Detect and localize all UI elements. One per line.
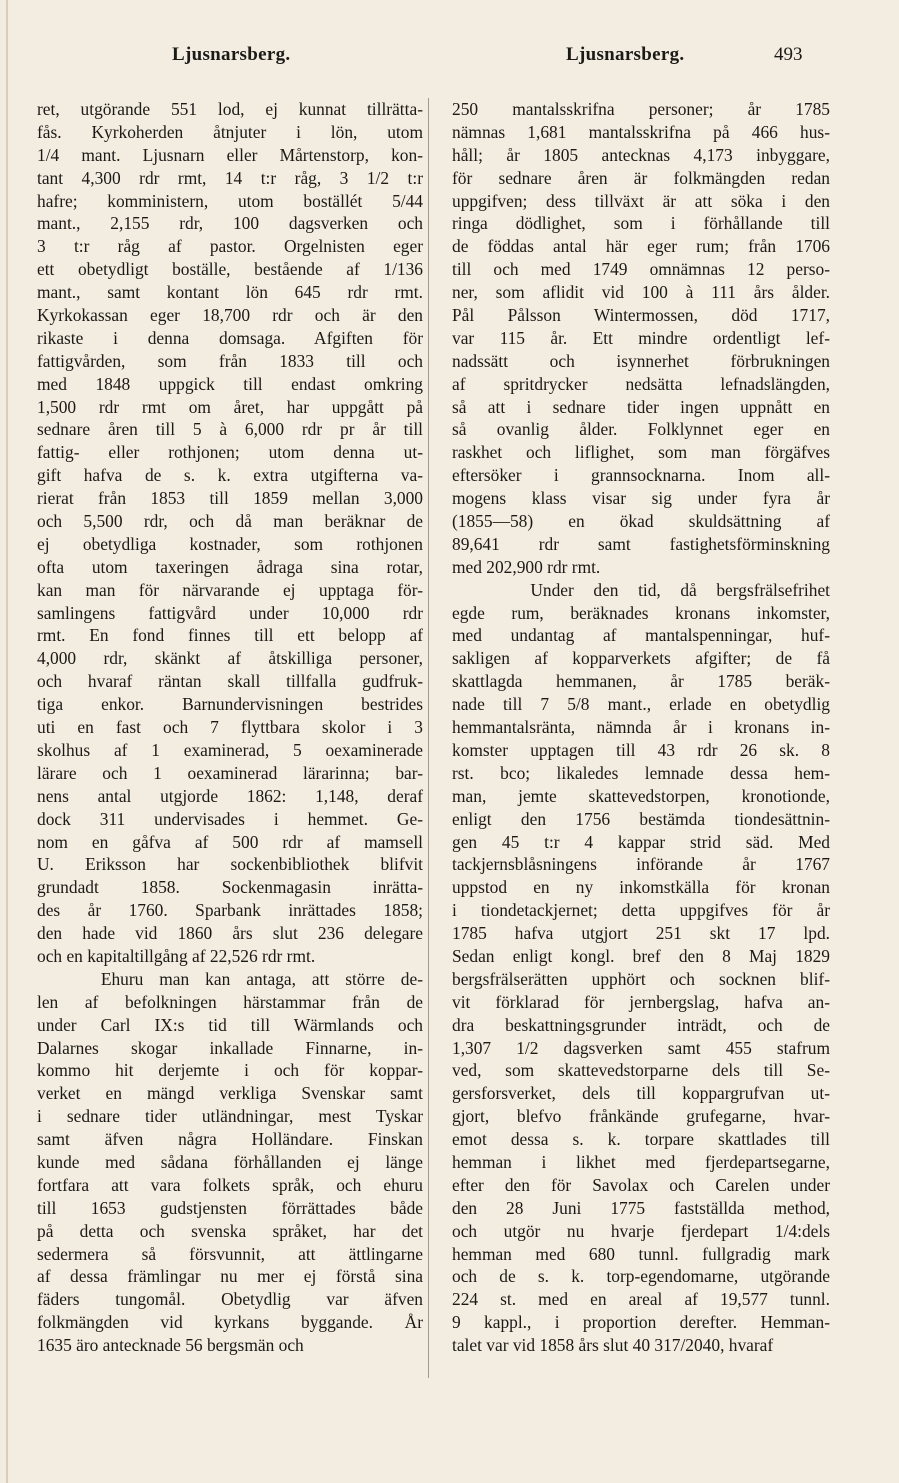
text-line: till 1653 gudstjensten förrättades både bbox=[37, 1197, 423, 1218]
text-line: mant., samt kontant lön 645 rdr rmt. bbox=[37, 282, 423, 303]
right-text-column bbox=[452, 98, 830, 1357]
text-line: under Carl IX:s tid till Wärmlands och bbox=[37, 1014, 423, 1035]
text-line: gen 45 t:r 4 kappar strid säd. Med bbox=[452, 831, 830, 852]
text-line: den 28 Juni 1775 fastställda method, bbox=[452, 1197, 830, 1218]
text-line: sakligen af kopparverkets afgifter; de få bbox=[452, 648, 830, 669]
text-line: tiga enkor. Barnundervisningen bestrides bbox=[37, 694, 423, 715]
text-line: med 202,900 rdr rmt. bbox=[452, 556, 601, 577]
text-line: kan man för närvarande ej upptaga för- bbox=[37, 579, 423, 600]
text-line: samlingens fattigvård under 10,000 rdr bbox=[37, 602, 423, 623]
text-line: ej obetydliga kostnader, som rothjonen bbox=[37, 533, 423, 554]
text-line: Ehuru man kan antaga, att större de- bbox=[37, 968, 423, 989]
text-line: hafre; komministern, utom boställét 5/44 bbox=[37, 190, 423, 211]
text-line: rierat från 1853 till 1859 mellan 3,000 bbox=[37, 488, 423, 509]
text-line: eftersöker i grannsocknarna. Inom all- bbox=[452, 465, 830, 486]
text-line: rikaste i denna domsaga. Afgiften för bbox=[37, 327, 423, 348]
text-line: mogens klass visar sig under fyra år bbox=[452, 488, 830, 509]
text-line: 224 st. med en areal af 19,577 tunnl. bbox=[452, 1289, 830, 1310]
text-line: 1,500 rdr rmt om året, har uppgått på bbox=[37, 396, 423, 417]
text-line: Dalarnes skogar inkallade Finnarne, in- bbox=[37, 1037, 423, 1058]
text-line: i sednare tider utländningar, mest Tyskar bbox=[37, 1106, 423, 1127]
text-line: fattig- eller rothjonen; utom denna ut- bbox=[37, 442, 423, 463]
text-line: nämnas 1,681 mantalsskrifna på 466 hus- bbox=[452, 121, 830, 142]
text-line: ett obetydligt boställe, bestående af 1/136 bbox=[37, 259, 423, 280]
text-line: håll; år 1805 antecknas 4,173 inbyggare, bbox=[452, 144, 830, 165]
text-line: med 1848 uppgick till endast omkring bbox=[37, 373, 423, 394]
text-line: 1,307 1/2 dagsverken samt 455 stafrum bbox=[452, 1037, 830, 1058]
text-line: ner, som aflidit vid 100 à 111 års ålder. bbox=[452, 282, 830, 303]
running-header-right: Ljusnarsberg. bbox=[566, 44, 685, 65]
text-line: i tiondetackjernet; detta uppgifves för år bbox=[452, 900, 830, 921]
text-line: af spritdrycker nedsätta lefnadslängden, bbox=[452, 373, 830, 394]
text-line: 3 t:r råg af pastor. Orgelnisten eger bbox=[37, 236, 423, 257]
text-line: ofta utom taxeringen ådraga sina rotar, bbox=[37, 556, 423, 577]
text-line: (1855—58) en ökad skuldsättning af bbox=[452, 511, 830, 532]
text-line: skattlagda hemmanen, år 1785 beräk- bbox=[452, 671, 830, 692]
text-line: och hvaraf räntan skall tillfalla gudfruk- bbox=[37, 671, 423, 692]
text-line: uppstod en ny inkomstkälla för kronan bbox=[452, 877, 830, 898]
text-line: efter den för Savolax och Carelen under bbox=[452, 1174, 830, 1195]
text-line: Pål Pålsson Wintermossen, död 1717, bbox=[452, 305, 830, 326]
text-line: 4,000 rdr, skänkt af åtskilliga personer, bbox=[37, 648, 423, 669]
page-edge bbox=[6, 0, 8, 1483]
text-line: 89,641 rdr samt fastighetsförminskning bbox=[452, 533, 830, 554]
text-line: så ovanlig ålder. Folklynnet eger en bbox=[452, 419, 830, 440]
text-line: Under den tid, då bergsfrälsefrihet bbox=[452, 579, 830, 600]
text-line: till och med 1749 omnämnas 12 perso- bbox=[452, 259, 830, 280]
text-line: fattigvården, som från 1833 till och bbox=[37, 350, 423, 371]
running-header-left: Ljusnarsberg. bbox=[172, 44, 291, 65]
text-line: ringa dödlighet, som i förhållande till bbox=[452, 213, 830, 234]
text-line: 1785 hafva utgjort 251 skt 17 lpd. bbox=[452, 923, 830, 944]
text-line: dock 311 undervisades i hemmet. Ge- bbox=[37, 808, 423, 829]
text-line: grundadt 1858. Sockenmagasin inrätta- bbox=[37, 877, 423, 898]
text-line: samt äfven några Holländare. Finskan bbox=[37, 1129, 423, 1150]
text-line: och de s. k. torp-egendomarne, utgörande bbox=[452, 1266, 830, 1287]
column-divider bbox=[428, 98, 429, 1378]
text-line: raskhet och liflighet, som man förgäfves bbox=[452, 442, 830, 463]
text-line: ret, utgörande 551 lod, ej kunnat tillrätta- bbox=[37, 99, 423, 119]
text-line: uppgifven; dess tillväxt är att söka i den bbox=[452, 190, 830, 211]
text-line: man, jemte skattevedstorpen, kronotionde, bbox=[452, 785, 830, 806]
text-line: kommo hit derjemte i och för koppar- bbox=[37, 1060, 423, 1081]
text-line: tackjernsblåsningens införande år 1767 bbox=[452, 854, 830, 875]
page-number: 493 bbox=[774, 44, 803, 65]
text-line: U. Eriksson har sockenbibliothek blifvit bbox=[37, 854, 423, 875]
text-line: fås. Kyrkoherden åtnjuter i lön, utom bbox=[37, 121, 423, 142]
text-line: gift hafva de s. k. extra utgifterna va- bbox=[37, 465, 423, 486]
text-line: hemmantalsränta, nämnda år i kronans in- bbox=[452, 717, 830, 738]
text-line: nade till 7 5/8 mant., erlade en obetydlig bbox=[452, 694, 830, 715]
text-line: den hade vid 1860 års slut 236 delegare bbox=[37, 923, 423, 944]
text-line: fäders tungomål. Obetydlig var äfven bbox=[37, 1289, 423, 1310]
text-line: egde rum, beräknades kronans inkomster, bbox=[452, 602, 830, 623]
text-line: var 115 år. Ett mindre ordentligt lef- bbox=[452, 327, 830, 348]
text-line: bergsfrälserätten upphört och socknen blif- bbox=[452, 968, 830, 989]
text-line: dra beskattningsgrunder inträdt, och de bbox=[452, 1014, 830, 1035]
text-line: 1/4 mant. Ljusnarn eller Mårtenstorp, kon- bbox=[37, 144, 423, 165]
text-line: des år 1760. Sparbank inrättades 1858; bbox=[37, 900, 423, 921]
text-line: kunde med sådana förhållanden ej länge bbox=[37, 1151, 423, 1172]
text-line: sedermera så försvunnit, att ättlingarne bbox=[37, 1243, 423, 1264]
text-line: rmt. En fond finnes till ett belopp af bbox=[37, 625, 423, 646]
text-line: tant 4,300 rdr rmt, 14 t:r råg, 3 1/2 t:r bbox=[37, 167, 423, 188]
text-line: vit förklarad för jernbergslag, hafva an- bbox=[452, 991, 830, 1012]
text-line: verket en mängd verkliga Svenskar samt bbox=[37, 1083, 423, 1104]
text-line: och en kapitaltillgång af 22,526 rdr rmt. bbox=[37, 945, 316, 966]
text-line: len af befolkningen härstammar från de bbox=[37, 991, 423, 1012]
text-line: enligt den 1756 bestämda tiondesättnin- bbox=[452, 808, 830, 829]
text-line: gjort, blefvo frånkände grufegarne, hvar- bbox=[452, 1106, 830, 1127]
text-line: så att i sednare tider ingen uppnått en bbox=[452, 396, 830, 417]
text-line: rst. bco; likaledes lemnade dessa hem- bbox=[452, 762, 830, 783]
text-line: komster upptagen till 43 rdr 26 sk. 8 bbox=[452, 739, 830, 760]
text-line: fortfara att vara folkets språk, och ehuru bbox=[37, 1174, 423, 1195]
text-line: på detta och svenska språket, har det bbox=[37, 1220, 423, 1241]
text-line: de föddas antal här eger rum; från 1706 bbox=[452, 236, 830, 257]
text-line: gersforsverket, dels till koppargrufvan ut- bbox=[452, 1083, 830, 1104]
text-line: talet var vid 1858 års slut 40 317/2040, hvaraf bbox=[452, 1335, 774, 1356]
text-line: uti en fast och 7 flyttbara skolor i 3 bbox=[37, 717, 423, 738]
text-line: hemman med 680 tunnl. fullgradig mark bbox=[452, 1243, 830, 1264]
text-line: mant., 2,155 rdr, 100 dagsverken och bbox=[37, 213, 423, 234]
text-line: med undantag af mantalspenningar, huf- bbox=[452, 625, 830, 646]
text-line: sednare åren till 5 à 6,000 rdr pr år till bbox=[37, 419, 423, 440]
text-line: skolhus af 1 examinerad, 5 oexaminerade bbox=[37, 739, 423, 760]
text-line: lärare och 1 oexaminerad lärarinna; bar- bbox=[37, 762, 423, 783]
text-line: 1635 äro antecknade 56 bergsmän och bbox=[37, 1335, 304, 1356]
text-line: och utgör nu hvarje fjerdepart 1/4:dels bbox=[452, 1220, 830, 1241]
text-line: Kyrkokassan eger 18,700 rdr och är den bbox=[37, 305, 423, 326]
left-text-column bbox=[37, 98, 423, 1357]
text-line: 250 mantalsskrifna personer; år 1785 bbox=[452, 99, 830, 119]
text-line: emot dessa s. k. torpare skattlades till bbox=[452, 1129, 830, 1150]
text-line: ved, som skattevedstorparne dels till Se- bbox=[452, 1060, 830, 1081]
text-line: nens antal utgjorde 1862: 1,148, deraf bbox=[37, 785, 423, 806]
text-line: hemman i likhet med fjerdepartsegarne, bbox=[452, 1151, 830, 1172]
text-line: af dessa främlingar nu mer ej förstå sina bbox=[37, 1266, 423, 1287]
text-line: och 5,500 rdr, och då man beräknar de bbox=[37, 511, 423, 532]
text-line: 9 kappl., i proportion derefter. Hemman- bbox=[452, 1312, 830, 1333]
text-line: folkmängden vid kyrkans byggande. År bbox=[37, 1312, 423, 1333]
text-line: Sedan enligt kongl. bref den 8 Maj 1829 bbox=[452, 945, 830, 966]
text-line: nadssätt och isynnerhet förbrukningen bbox=[452, 350, 830, 371]
text-line: nom en gåfva af 500 rdr af mamsell bbox=[37, 831, 423, 852]
text-line: för sednare åren är folkmängden redan bbox=[452, 167, 830, 188]
